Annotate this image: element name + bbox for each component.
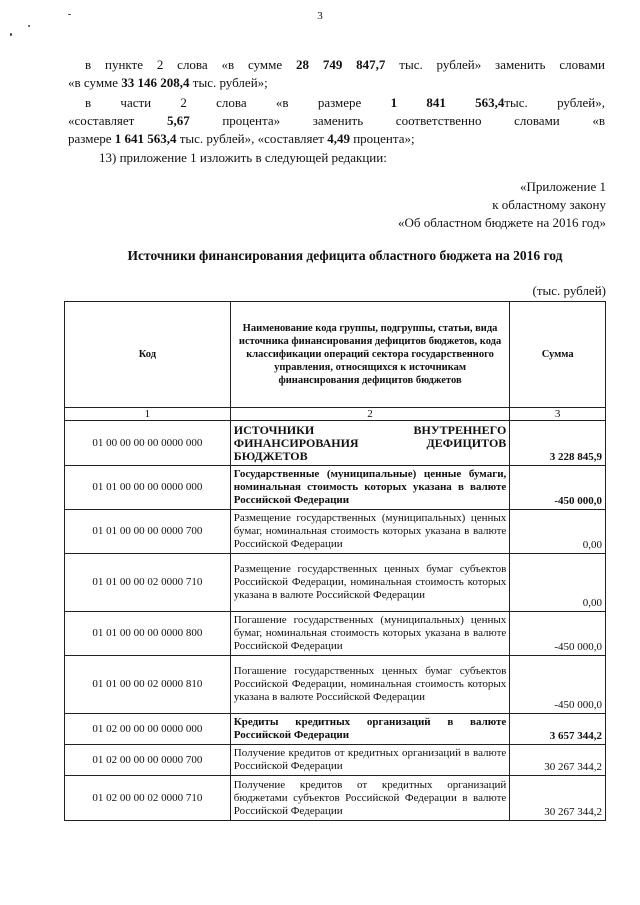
row-sum: -450 000,0 [510, 612, 606, 656]
p2-word: заменить [312, 113, 364, 128]
row-code: 01 02 00 00 00 0000 700 [65, 745, 231, 776]
header-name: Наименование кода группы, подгруппы, статьи, вида источника финансирования дефицитов бюджетов, кода классификации операций сектора государственного управления, относящихся к источникам финансирования дефицитов бюджетов [230, 302, 510, 408]
scan-speck [28, 25, 30, 27]
row-name: Кредиты кредитных организаций в валюте Российской Федерации [230, 714, 510, 745]
row-sum: 0,00 [510, 554, 606, 612]
row-name: Размещение государственных ценных бумаг субъектов Российской Федерации, номинальная стоимость которых указана в валюте Российской Федерации [230, 554, 510, 612]
p2-old-percent: 5,67 [166, 113, 190, 128]
amendment-paragraph-3: 13) приложение 1 изложить в следующей редакции: [99, 150, 387, 165]
table-row [65, 554, 606, 612]
table-row [65, 656, 606, 714]
units-label: (тыс. рублей) [532, 283, 606, 298]
table-row [65, 714, 606, 745]
p2-word: части [120, 95, 152, 110]
p2-word: процента» [189, 113, 281, 128]
table-row [65, 466, 606, 510]
row-code: 01 01 00 00 02 0000 810 [65, 656, 231, 714]
p1-text-a: в пункте 2 слова «в сумме [85, 57, 296, 72]
appendix-reference [398, 178, 606, 232]
row-name: Погашение государственных (муниципальных) ценных бумаг, номинальная стоимость которых указана в валюте Российской Федерации [230, 612, 510, 656]
p2-text: «составляет [68, 113, 167, 128]
row-code: 01 01 00 00 02 0000 710 [65, 554, 231, 612]
row-name: Государственные (муниципальные) ценные бумаги, номинальная стоимость которых указана в валюте Российской Федерации [230, 466, 510, 510]
p2-word: размере [317, 95, 362, 110]
amendment-paragraph-2-line-1 [85, 94, 605, 112]
p2-word: слова [216, 95, 247, 110]
row-name: Размещение государственных (муниципальных) ценных бумаг, номинальная стоимость которых указана в валюте Российской Федерации [230, 510, 510, 554]
p2-word: «в [275, 95, 289, 110]
p2-word: в [85, 95, 92, 110]
p2-text: размере [68, 131, 115, 146]
p2-text: тыс. рублей», «составляет [176, 131, 328, 146]
table-row [65, 776, 606, 821]
document-title: Источники финансирования дефицита областного бюджета на 2016 год [127, 248, 563, 263]
amendment-paragraph-2-line-2 [68, 112, 605, 130]
p2-word: 2 [180, 95, 187, 110]
table-row [65, 510, 606, 554]
p2-new-percent: 4,49 [327, 131, 350, 146]
appendix-line-2: к областному закону [492, 197, 606, 212]
row-code: 01 02 00 00 00 0000 000 [65, 714, 231, 745]
table-row [65, 612, 606, 656]
row-code: 01 02 00 00 02 0000 710 [65, 776, 231, 821]
row-code: 01 01 00 00 00 0000 700 [65, 510, 231, 554]
p1-new-amount: 33 146 208,4 [121, 75, 190, 90]
table-row [65, 745, 606, 776]
p2-word: словами [514, 113, 560, 128]
header-sum: Сумма [510, 302, 606, 408]
column-number: 3 [510, 408, 606, 421]
row-name: ИСТОЧНИКИ ВНУТРЕННЕГО ФИНАНСИРОВАНИЯ ДЕФИЦИТОВ БЮДЖЕТОВ [230, 421, 510, 466]
amendment-paragraph-1 [85, 56, 605, 74]
appendix-line-1: «Приложение 1 [519, 179, 606, 194]
header-code: Код [65, 302, 231, 408]
row-name: Получение кредитов от кредитных организаций в валюте Российской Федерации [230, 745, 510, 776]
row-sum: 3 228 845,9 [510, 421, 606, 466]
p2-new-amount: 1 641 563,4 [114, 131, 177, 146]
row-sum: 30 267 344,2 [510, 745, 606, 776]
column-number: 2 [230, 408, 510, 421]
table-row [65, 421, 606, 466]
p2-word: тыс. [504, 95, 528, 110]
table-header-row [65, 302, 606, 408]
row-name: Погашение государственных ценных бумаг субъектов Российской Федерации, номинальная стоимость которых указана в валюте Российской Федерации [230, 656, 510, 714]
column-number: 1 [65, 408, 231, 421]
p2-word: рублей», [557, 95, 605, 110]
row-sum: -450 000,0 [510, 656, 606, 714]
column-number-row [65, 408, 606, 421]
row-sum: 3 657 344,2 [510, 714, 606, 745]
p2-word: соответственно [395, 113, 482, 128]
row-code: 01 01 00 00 00 0000 800 [65, 612, 231, 656]
amendment-paragraph-2-line-3 [68, 130, 605, 148]
row-code: 01 00 00 00 00 0000 000 [65, 421, 231, 466]
scan-speck [10, 33, 12, 36]
scan-speck [68, 14, 71, 15]
appendix-line-3: «Об областном бюджете на 2016 год» [398, 215, 606, 230]
p1-old-amount: 28 749 847,7 [296, 57, 386, 72]
p1-text-b: тыс. рублей» заменить словами [385, 57, 606, 72]
row-sum: 30 267 344,2 [510, 776, 606, 821]
row-name: Получение кредитов от кредитных организаций бюджетами субъектов Российской Федерации в валюте Российской Федерации [230, 776, 510, 821]
p1-text-d: тыс. рублей»; [189, 75, 268, 90]
row-sum: 0,00 [510, 510, 606, 554]
row-sum: -450 000,0 [510, 466, 606, 510]
page-number: 3 [317, 10, 323, 22]
p2-old-amount: 1 841 563,4 [390, 95, 505, 110]
amendment-paragraph-1-line-2 [68, 74, 588, 92]
financing-sources-table [64, 301, 606, 821]
p2-text: процента»; [349, 131, 415, 146]
p1-text-c: «в сумме [68, 75, 122, 90]
p2-word: «в [592, 113, 606, 128]
row-code: 01 01 00 00 00 0000 000 [65, 466, 231, 510]
